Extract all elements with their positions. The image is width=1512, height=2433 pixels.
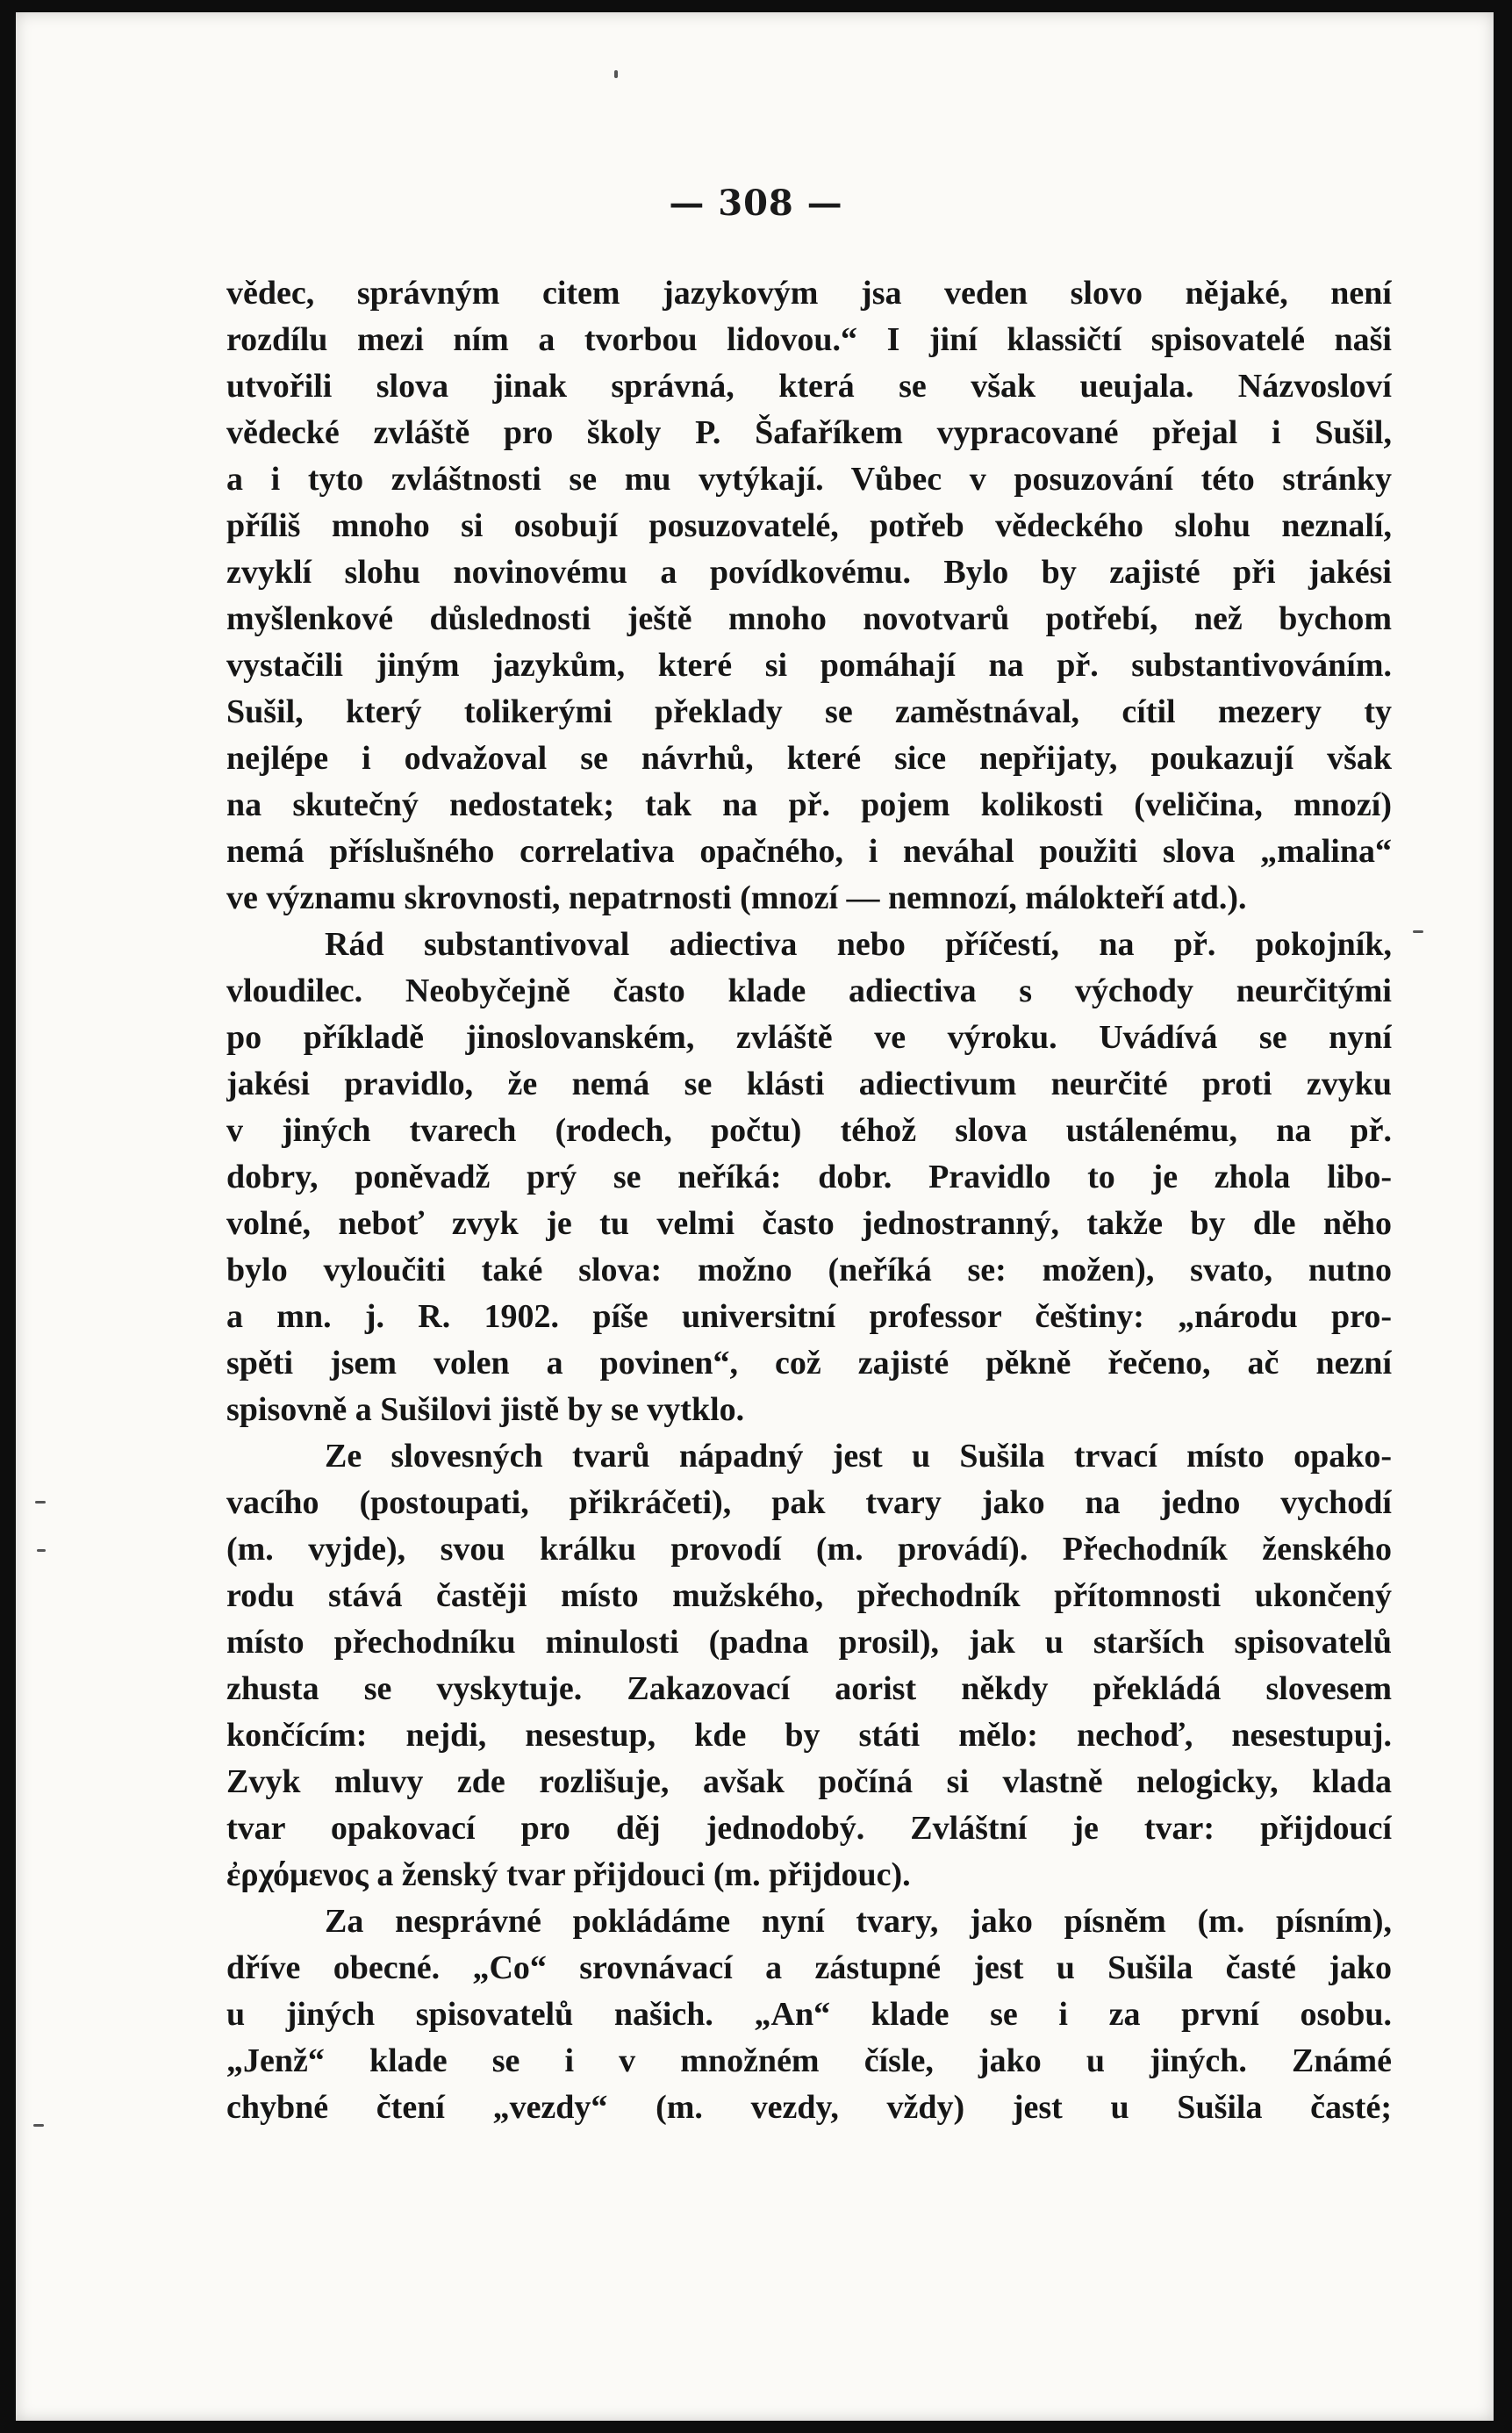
text-line: rozdílu mezi ním a tvorbou lidovou.“ I jiní klassičtí spisovatelé naši [226,321,1392,358]
text-line: příliš mnoho si osobují posuzovatelé, potřeb vědeckého slohu neznalí, [226,507,1392,544]
text-line: Rád substantivoval adiectiva nebo příčestí, na př. pokojník, [325,926,1392,963]
text-line: bylo vyloučiti také slova: možno (neříká se: možen), svato, nutno [226,1252,1392,1288]
text-line: vědec, správným citem jazykovým jsa veden slovo nějaké, není [226,275,1392,312]
text-line: v jiných tvarech (rodech, počtu) téhož slova ustálenému, na př. [226,1112,1392,1149]
text-line: dříve obecné. „Co“ srovnávací a zástupné jest u Sušila časté jako [226,1949,1392,1986]
text-line: Zvyk mluvy zde rozlišuje, avšak počíná si vlastně nelogicky, klada [226,1763,1392,1800]
scan-speck [1413,930,1423,933]
text-line: po příkladě jinoslovanském, zvláště ve výroku. Uvádívá se nyní [226,1019,1392,1056]
body-text [226,270,1392,2131]
text-line: tvar opakovací pro děj jednodobý. Zvláštní je tvar: přijdoucí [226,1810,1392,1847]
text-line: na skutečný nedostatek; tak na př. pojem kolikosti (veličina, mnozí) [226,786,1392,823]
text-line: „Jenž“ klade se i v množném čísle, jako u jiných. Známé [226,2042,1392,2079]
scan-speck [33,2124,44,2127]
text-line: vacího (postoupati, přikráčeti), pak tvary jako na jedno vychodí [226,1484,1392,1521]
text-line: vědecké zvláště pro školy P. Šafaříkem vypracované přejal i Sušil, [226,414,1392,451]
text-line: končícím: nejdi, nesestup, kde by státi mělo: nechoď, nesestupuj. [226,1717,1392,1754]
scan-speck [37,1549,46,1552]
text-line: jakési pravidlo, že nemá se klásti adiectivum neurčité proti zvyku [226,1066,1392,1102]
scan-speck [614,70,618,78]
text-line: Ze slovesných tvarů nápadný jest u Sušila trvací místo opako- [325,1438,1392,1475]
text-line: a mn. j. R. 1902. píše universitní professor češtiny: „národu pro- [226,1298,1392,1335]
text-line: u jiných spisovatelů našich. „An“ klade se i za první osobu. [226,1996,1392,2033]
text-line: nejlépe i odvažoval se návrhů, které sice nepřijaty, poukazují však [226,740,1392,777]
text-line: místo přechodníku minulosti (padna prosil), jak u starších spisovatelů [226,1624,1392,1661]
text-line: myšlenkové důslednosti ještě mnoho novotvarů potřebí, než bychom [226,600,1392,637]
text-line: (m. vyjde), svou králku provodí (m. provádí). Přechodník ženského [226,1531,1392,1568]
text-line: a i tyto zvláštnosti se mu vytýkají. Vůbec v posuzování této stránky [226,461,1392,498]
page-number: — 308 — [669,183,843,224]
text-line: rodu stává častěji místo mužského, přechodník přítomnosti ukončený [226,1577,1392,1614]
text-line: nemá příslušného correlativa opačného, i neváhal použiti slova „malina“ [226,833,1392,870]
text-line: vloudilec. Neobyčejně často klade adiectiva s východy neurčitými [226,972,1392,1009]
text-line: spisovně a Sušilovi jistě by se vytklo. [226,1391,745,1428]
text-line: zvyklí slohu novinovému a povídkovému. Bylo by zajisté při jakési [226,554,1392,591]
text-line: dobry, poněvadž prý se neříká: dobr. Pravidlo to je zhola libo- [226,1159,1392,1195]
text-line: Sušil, který tolikerými překlady se zaměstnával, cítil mezery ty [226,693,1392,730]
text-line: zhusta se vyskytuje. Zakazovací aorist někdy překládá slovesem [226,1670,1392,1707]
text-line: chybné čtení „vezdy“ (m. vezdy, vždy) jest u Sušila časté; [226,2089,1392,2126]
text-line: ἐρχόμενος a ženský tvar přijdouci (m. přijdouc). [226,1856,911,1893]
text-line: spěti jsem volen a povinen“, což zajisté pěkně řečeno, ač nezní [226,1345,1392,1382]
text-line: utvořili slova jinak správná, která se však ueujala. Názvosloví [226,368,1392,405]
text-line: vystačili jiným jazykům, které si pomáhají na př. substantivováním. [226,647,1392,684]
text-line: ve významu skrovnosti, nepatrnosti (mnozí — nemnozí, málokteří atd.). [226,879,1247,916]
text-line: volné, neboť zvyk je tu velmi často jednostranný, takže by dle něho [226,1205,1392,1242]
text-line: Za nesprávné pokládáme nyní tvary, jako písněm (m. písním), [325,1903,1392,1940]
scan-speck [35,1501,46,1504]
